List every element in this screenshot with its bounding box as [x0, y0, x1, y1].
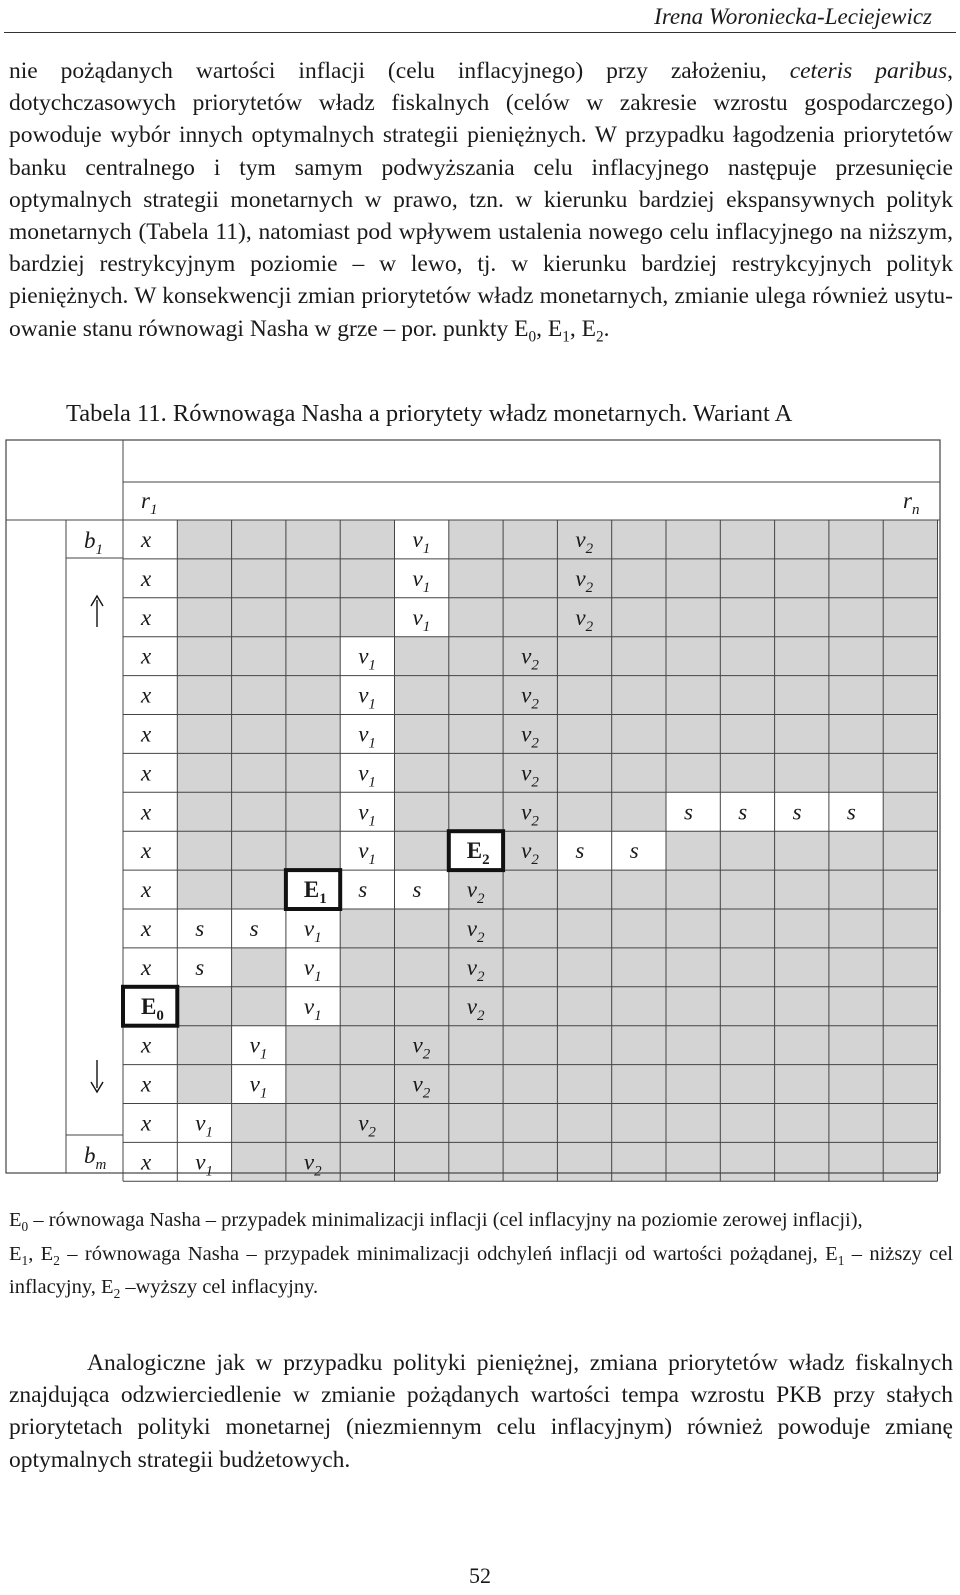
v1-mark: $v_1$ [195, 1110, 214, 1141]
s-mark: s [738, 799, 748, 825]
s-mark: s [684, 799, 693, 825]
running-header: Irena Woroniecka-Leciejewicz [654, 4, 932, 29]
s-cell [720, 792, 774, 831]
v1-mark: $v_1$ [412, 527, 431, 557]
s-mark: s [792, 799, 802, 825]
v2-mark: $v_2$ [466, 954, 485, 985]
v2-mark: $v_2$ [521, 643, 539, 674]
v2-mark: $v_2$ [466, 916, 485, 946]
s-cell [177, 909, 231, 948]
row-last-label: $b_m$ [84, 1143, 107, 1173]
v2-mark: $v_2$ [521, 760, 539, 791]
v2-mark: $v_2$ [466, 877, 485, 908]
body-paragraph-2: Analogiczne jak w przypadku polityki pieniężnej, zmiana priorytetów władz fiskalnych znajdująca odzwierciedlenie w zmianie pożądanych wartości tempa wzrostu PKB przy stałych priorytetach polityki monetarnej (niezmiennym celu inflacyjnym) również powoduje zmianę optymalnych strategii budżetowych. [9, 1350, 953, 1473]
s-mark: s [249, 916, 259, 941]
v2-mark: $v_2$ [303, 1149, 322, 1180]
v1-mark: $v_1$ [303, 954, 322, 985]
v1-mark: $v_1$ [195, 1149, 214, 1180]
v2-mark: $v_2$ [412, 1032, 431, 1063]
s-mark: s [575, 838, 585, 864]
v2-mark: $v_2$ [575, 527, 594, 557]
x-mark: x [141, 682, 152, 708]
s-cell [340, 870, 394, 909]
v2-mark: $v_2$ [575, 604, 594, 635]
body-paragraph-1: nie pożądanych wartości inflacji (celu inflacyjnego) przy założeniu, ceteris paribus, dotychczasowych priorytetów władz fiskalnych (celów w zakresie wzrostu gospodarczego) powoduje wybór innych optymalnych strategii pieniężnych. W przypadku łagodzenia priorytetów banku centralnego i tym samym podwyższania celu inflacyjnego następuje przesunięcie optymalnych strategii monetarnych w prawo, tzn. w kierunku bardziej ekspansywnych polityk monetarnych (Tabela 11), natomiast pod wpływem ustalenia nowego celu inflacyjnego na niższym, bardziej restrykcyjnym poziomie – w lewo, tj. w kierunku bardziej restrykcyjnych polityk pieniężnych. W konsekwencji zmian priorytetów władz monetarnych, zmianie ulega również usytuowanie stanu równowagi Nasha w grze – por. punkty $E_0$, $E_1$, $E_2$. [9, 58, 953, 346]
v1-mark: $v_1$ [358, 643, 376, 674]
v2-mark: $v_2$ [521, 799, 539, 830]
x-mark: x [141, 721, 152, 747]
v2-mark: $v_2$ [575, 565, 594, 596]
x-mark: x [141, 760, 152, 786]
v1-mark: $v_1$ [412, 604, 431, 635]
v2-mark: $v_2$ [521, 721, 539, 752]
row-first-label: $b_1$ [84, 528, 103, 558]
x-mark: x [141, 527, 152, 552]
s-cell [557, 831, 611, 870]
x-mark: x [141, 799, 152, 825]
s-mark: s [846, 799, 856, 825]
s-mark: s [412, 877, 422, 903]
v2-mark: $v_2$ [521, 682, 539, 713]
equilibrium-mark: $E_1$ [303, 877, 327, 908]
x-mark: x [141, 604, 152, 630]
x-mark: x [141, 1071, 152, 1097]
x-mark: x [141, 565, 152, 591]
s-mark: s [195, 954, 205, 980]
s-cell [177, 948, 231, 987]
col-first-label: $r_1$ [141, 488, 158, 518]
equilibrium-mark: $E_2$ [466, 838, 490, 869]
v2-mark: $v_2$ [412, 1071, 431, 1102]
v2-mark: $v_2$ [466, 993, 485, 1024]
x-mark: x [141, 643, 152, 669]
s-mark: s [629, 838, 639, 864]
table-caption: Tabela 11. Równowaga Nasha a priorytety władz monetarnych. Wariant A [66, 400, 793, 427]
x-mark: x [141, 1110, 152, 1136]
v1-mark: $v_1$ [358, 721, 376, 752]
v2-mark: $v_2$ [521, 838, 539, 869]
v1-mark: $v_1$ [249, 1071, 268, 1102]
page-number: 52 [469, 1563, 491, 1588]
v1-mark: $v_1$ [358, 799, 376, 830]
x-mark: x [141, 954, 152, 980]
s-mark: s [358, 877, 368, 903]
note-e1-e2: $E_1$, $E_2$ – równowaga Nasha – przypadek minimalizacji odchyleń inflacji od wartości pożądanej, $E_1$ – niższy cel inflacyjny, $E_2$ –wyższy cel inflacyjny. [9, 1242, 953, 1302]
col-last-label: $r_n$ [903, 488, 920, 518]
v1-mark: $v_1$ [358, 838, 376, 869]
v1-mark: $v_1$ [358, 760, 376, 791]
x-mark: x [141, 877, 152, 903]
s-cell [395, 870, 449, 909]
v1-mark: $v_1$ [303, 916, 322, 946]
x-mark: x [141, 838, 152, 864]
s-cell [829, 792, 883, 831]
s-cell [666, 792, 720, 831]
v1-mark: $v_1$ [303, 993, 322, 1024]
s-cell [232, 909, 286, 948]
x-mark: x [141, 1149, 152, 1175]
x-mark: x [141, 1032, 152, 1058]
v1-mark: $v_1$ [412, 565, 431, 596]
v1-mark: $v_1$ [358, 682, 376, 713]
v1-mark: $v_1$ [249, 1032, 268, 1063]
x-mark: x [141, 916, 152, 941]
v2-mark: $v_2$ [358, 1110, 376, 1141]
s-cell [775, 792, 829, 831]
s-cell [612, 831, 666, 870]
note-e0: $E_0$ – równowaga Nasha – przypadek minimalizacji inflacji (cel inflacyjny na poziomie zerowej inflacji), [9, 1209, 863, 1235]
table-notes [9, 1207, 953, 1308]
s-mark: s [195, 916, 205, 941]
equilibrium-mark: $E_0$ [141, 993, 164, 1024]
